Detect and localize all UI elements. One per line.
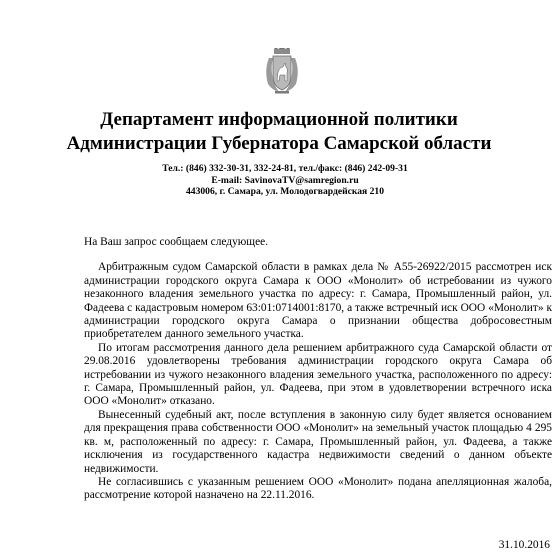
letter-paragraph-4: Не согласившись с указанным решением ООО «Монолит» подана апелляционная жалоба, рассмотрение которой назначено на 22.11.2016.: [84, 475, 552, 502]
department-title-line-2: Администрации Губернатора Самарской области: [66, 133, 492, 154]
contact-block: [90, 163, 480, 198]
department-title-line-1: Департамент информационной политики: [100, 109, 458, 130]
contact-phone: Тел.: (846) 332-30-31, 332-24-81, тел./факс: (846) 242-09-31: [162, 163, 408, 174]
letter-paragraph-1: Арбитражным судом Самарской области в рамках дела № А55-26922/2015 рассмотрен иск администрации городского округа Самара к ООО «Монолит» об истребовании из чужого незаконного владения земельного участка по адресу: г. Самара, Промышленный район, ул. Фадеева с кадастровым номером 63:01:0714001:8170, а также встречный иск ООО «Монолит» к администрации городского округа Самара о признании общества добросовестным приобретателем данного земельного участка.: [84, 261, 552, 341]
letter-paragraph-2: По итогам рассмотрения данного дела решением арбитражного суда Самарской области от 29.08.2016 удовлетворены требования администрации городского округа Самара об истребовании из чужого незаконного владения земельного участка, расположенного по адресу: г. Самара, Промышленный район, ул. Фадеева, при этом в удовлетворении встречного иска ООО «Монолит» отказано.: [84, 341, 552, 408]
letter-date: 31.10.2016: [498, 539, 550, 551]
contact-email: E-mail: SavinovaTV@samregion.ru: [211, 174, 359, 186]
samara-region-coat-of-arms-icon: [263, 48, 301, 94]
letter-body: [84, 236, 552, 503]
letter-intro: На Ваш запрос сообщаем следующее.: [84, 236, 269, 248]
contact-address: 443006, г. Самара, ул. Молодогвардейская 210: [185, 186, 385, 197]
department-title: [0, 108, 558, 156]
letter-paragraph-3: Вынесенный судебный акт, после вступления в законную силу будет является основанием для прекращения права собственности ООО «Монолит» на земельный участок площадью 4 295 кв. м, расположенный по адресу: г. Самара, Промышленный район, ул. Фадеева, а также исключения из государственного кадастра недвижимости сведений о данном объекте недвижимости.: [84, 408, 552, 475]
